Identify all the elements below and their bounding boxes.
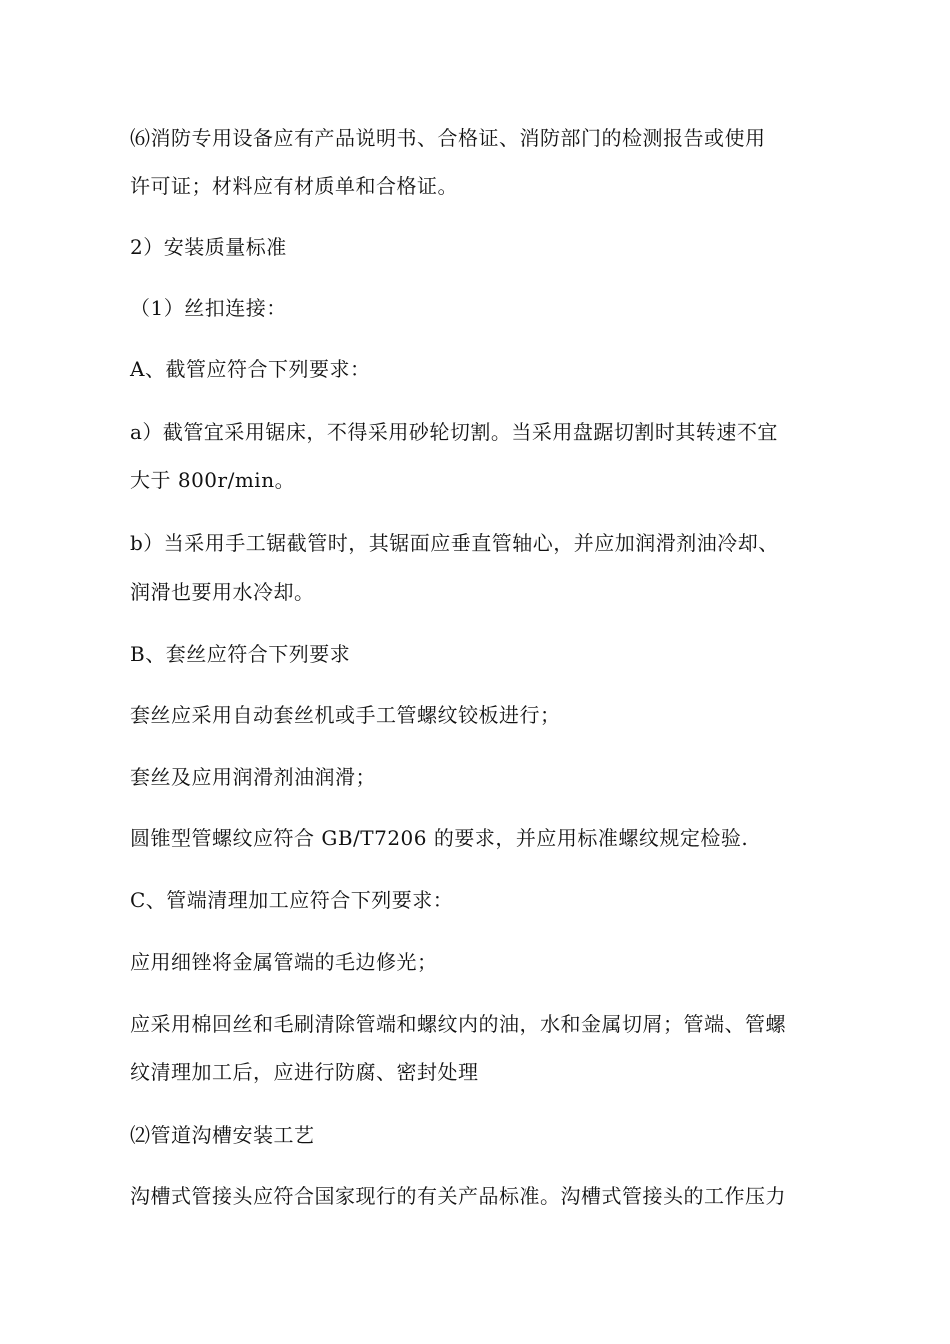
subheading-threaded-connection: （1）丝扣连接：: [130, 296, 287, 320]
paragraph-1-line-1: ⑹消防专用设备应有产品说明书、合格证、消防部门的检测报告或使用: [130, 126, 766, 150]
item-b-line-2: 套丝及应用润滑剂油润滑；: [130, 765, 376, 789]
item-a-a-line-2: 大于 800r/min。: [130, 468, 296, 492]
item-b-heading: B、套丝应符合下列要求: [130, 642, 351, 666]
groove-paragraph-line-1: 沟槽式管接头应符合国家现行的有关产品标准。沟槽式管接头的工作压力: [130, 1184, 786, 1208]
subheading-groove-install: ⑵管道沟槽安装工艺: [130, 1123, 315, 1147]
item-c-line-2a: 应采用棉回丝和毛刷清除管端和螺纹内的油，水和金属切屑；管端、管螺: [130, 1012, 786, 1036]
item-a-b-line-2: 润滑也要用水冷却。: [130, 580, 315, 604]
section-heading-install-quality: 2）安装质量标准: [130, 235, 287, 259]
item-a-b-line-1: b）当采用手工锯截管时，其锯面应垂直管轴心，并应加润滑剂油冷却、: [130, 531, 779, 555]
item-b-line-1: 套丝应采用自动套丝机或手工管螺纹铰板进行；: [130, 703, 561, 727]
item-a-a-line-1: a）截管宜采用锯床，不得采用砂轮切割。当采用盘踞切割时其转速不宜: [130, 420, 778, 444]
item-c-line-1: 应用细锉将金属管端的毛边修光；: [130, 950, 438, 974]
item-c-line-2b: 纹清理加工后，应进行防腐、密封处理: [130, 1060, 479, 1084]
item-c-heading: C、管端清理加工应符合下列要求：: [130, 888, 454, 912]
item-a-heading: A、截管应符合下列要求：: [130, 357, 371, 381]
item-b-line-3: 圆锥型管螺纹应符合 GB/T7206 的要求，并应用标准螺纹规定检验.: [130, 826, 749, 850]
paragraph-1-line-2: 许可证；材料应有材质单和合格证。: [130, 174, 458, 198]
